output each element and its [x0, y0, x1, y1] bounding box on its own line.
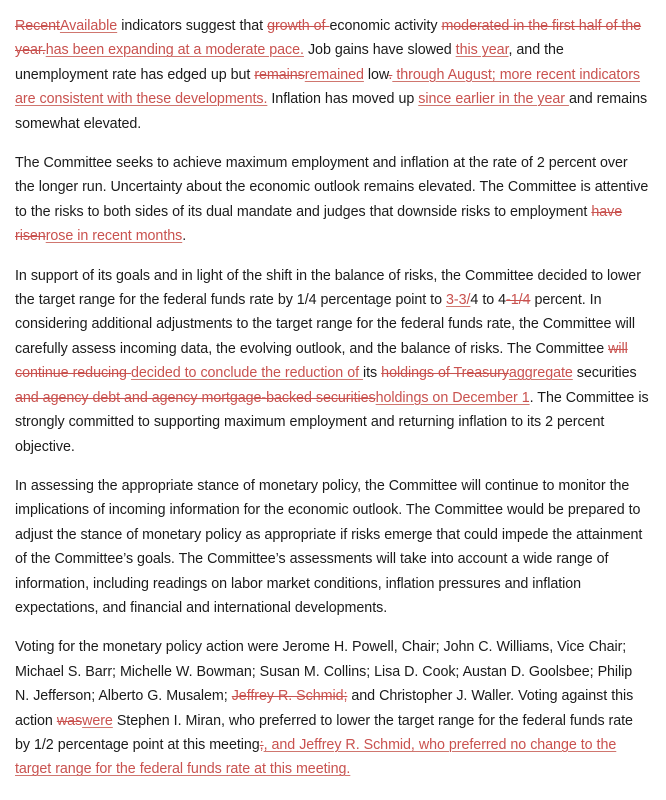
- inserted-text[interactable]: were: [82, 712, 113, 729]
- inserted-text[interactable]: through August; more recent indicators are consistent with these developments.: [15, 66, 641, 108]
- unchanged-text: In assessing the appropriate stance of monetary policy, the Committee will continue to monitor the implications of incoming information for the economic outlook. The Committee would be prepared to adjust the stance of monetary policy as appropriate if risks emerge that could impede the attainment of the Committee’s goals. The Committee’s assessments will take into account a wide range of information, including readings on labor market conditions, inflation pressures and inflation expectations, and financial and international developments.: [15, 477, 643, 616]
- deleted-text[interactable]: growth of: [267, 18, 330, 34]
- unchanged-text: and remains somewhat elevated.: [15, 91, 648, 132]
- paragraph-p3-policy-action: [15, 264, 650, 459]
- deleted-text[interactable]: Recent: [15, 18, 60, 34]
- deleted-text[interactable]: ;: [259, 736, 264, 753]
- deleted-text[interactable]: was: [56, 712, 83, 729]
- paragraph-p5-voting: [15, 635, 650, 781]
- deleted-text[interactable]: moderated in the first half of the year.: [15, 18, 642, 59]
- inserted-text[interactable]: aggregate: [508, 365, 573, 382]
- unchanged-text: , and the unemployment rate has edged up but: [15, 42, 564, 83]
- unchanged-text: 4 to 4: [470, 292, 507, 309]
- unchanged-text: its: [363, 365, 382, 382]
- inserted-text[interactable]: Available: [59, 18, 118, 34]
- inserted-text[interactable]: since earlier in the year: [418, 91, 569, 108]
- inserted-text[interactable]: decided to conclude the reduction of: [130, 365, 364, 382]
- unchanged-text: percent. In considering additional adjustments to the target range for the federal funds rate, the Committee will carefully assess incoming data, the evolving outlook, and the balance of risks. The Committee: [15, 292, 635, 357]
- paragraph-p1-economic-conditions: [15, 14, 650, 136]
- unchanged-text: securities: [572, 365, 637, 382]
- deleted-text[interactable]: holdings of Treasury: [381, 365, 509, 382]
- paragraph-p4-assessing-stance: [15, 474, 650, 620]
- inserted-text[interactable]: , and Jeffrey R. Schmid, who preferred no change to the target range for the federal funds rate at this meeting.: [15, 736, 617, 778]
- unchanged-text: Voting for the monetary policy action were Jerome H. Powell, Chair; John C. Williams, Vice Chair; Michael S. Barr; Michelle W. Bowman; Susan M. Collins; Lisa D. Cook; Austan D. Goolsbee; Philip N. Jefferson; Alberto G. Musalem;: [15, 639, 633, 705]
- unchanged-text: Inflation has moved up: [267, 91, 419, 108]
- unchanged-text: .: [182, 228, 187, 245]
- inserted-text[interactable]: has been expanding at a moderate pace.: [45, 42, 304, 59]
- deleted-text[interactable]: -1/4: [506, 292, 531, 309]
- deleted-text[interactable]: remains: [254, 66, 305, 83]
- inserted-text[interactable]: holdings on December 1: [375, 389, 530, 406]
- paragraph-p2-dual-mandate: [15, 151, 650, 249]
- unchanged-text: In support of its goals and in light of the shift in the balance of risks, the Committee decided to lower the target range for the federal funds rate by 1/4 percentage point to: [15, 267, 641, 309]
- unchanged-text: and Christopher J. Waller. Voting against this action: [15, 688, 634, 729]
- inserted-text[interactable]: this year: [455, 42, 509, 59]
- unchanged-text: indicators suggest that: [117, 18, 268, 34]
- unchanged-text: economic activity: [329, 18, 442, 34]
- inserted-text[interactable]: 3-3/: [446, 292, 471, 309]
- inserted-text[interactable]: remained: [304, 66, 364, 83]
- unchanged-text: Job gains have slowed: [303, 42, 456, 59]
- unchanged-text: low: [363, 66, 389, 83]
- unchanged-text: . The Committee is strongly committed to supporting maximum employment and returning inflation to its 2 percent objective.: [15, 389, 649, 455]
- unchanged-text: The Committee seeks to achieve maximum employment and inflation at the rate of 2 percent over the longer run. Uncertainty about the economic outlook remains elevated. The Committee is attentive to the risks to both sides of its dual mandate and judges that downside risks to employment: [15, 155, 649, 220]
- deleted-text[interactable]: and agency debt and agency mortgage-backed securities: [15, 389, 376, 406]
- deleted-text[interactable]: .: [388, 66, 393, 83]
- deleted-text[interactable]: Jeffrey R. Schmid;: [231, 688, 348, 705]
- inserted-text[interactable]: rose in recent months: [45, 228, 183, 245]
- deleted-text[interactable]: will continue reducing: [15, 340, 628, 382]
- unchanged-text: Stephen I. Miran, who preferred to lower the target range for the federal funds rate by 1/2 percentage point at this meeting: [15, 712, 633, 753]
- deleted-text[interactable]: have risen: [15, 203, 623, 245]
